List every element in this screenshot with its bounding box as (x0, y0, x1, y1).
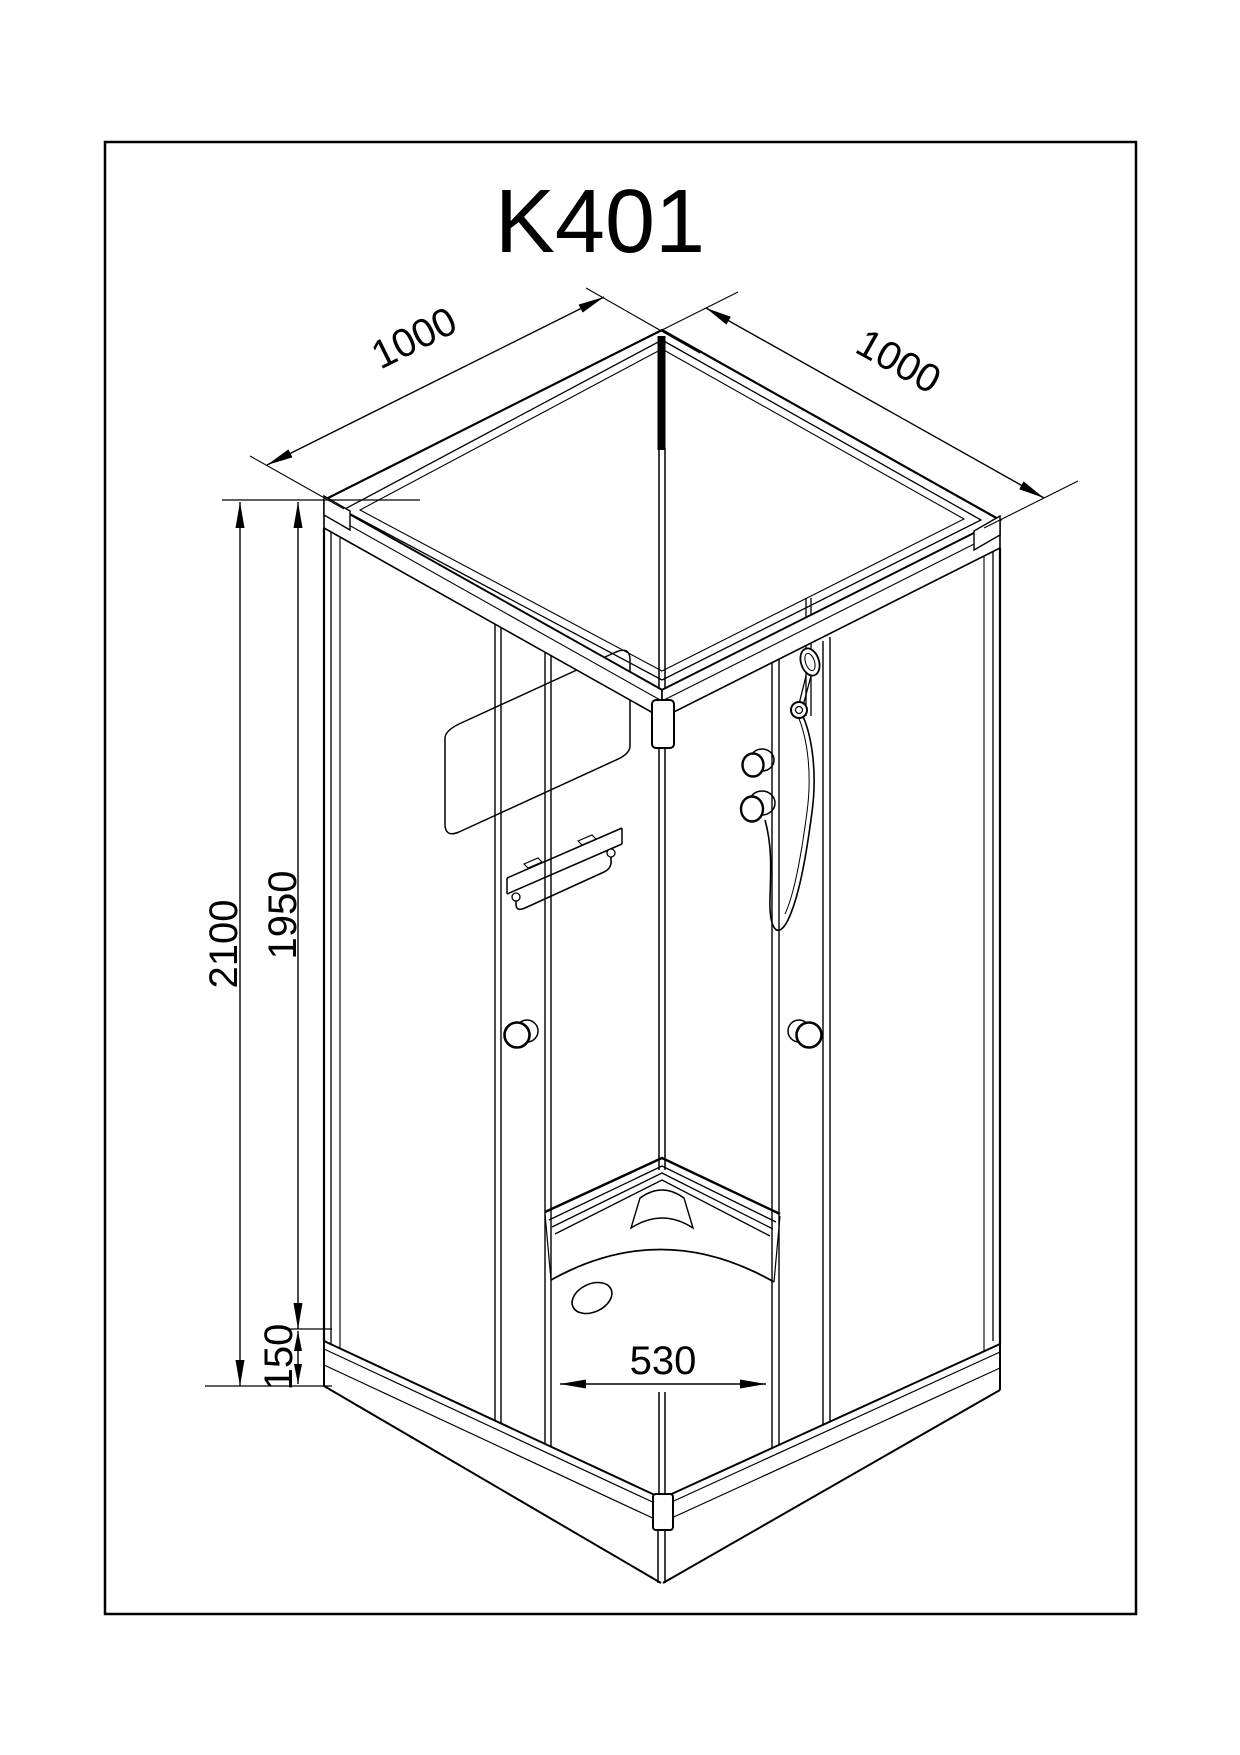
hand-shower-icon (791, 646, 823, 718)
arrowhead-icon (560, 1380, 586, 1389)
shower-tray (545, 1158, 780, 1320)
arrowhead-icon (706, 308, 731, 325)
model-title: K401 (494, 172, 706, 272)
dim-label-total-height: 2100 (202, 899, 246, 989)
arrowhead-icon (579, 297, 604, 313)
shower-hose-inner-line (785, 714, 809, 914)
arrowhead-icon (740, 1380, 766, 1389)
tray-corner-step (631, 1190, 693, 1228)
dimension-lines (205, 288, 1078, 1389)
mixer-dial-icon (743, 749, 775, 777)
dim-label-door-opening: 530 (629, 1339, 697, 1383)
door-knob-right (788, 1020, 822, 1048)
arrowhead-icon (294, 502, 303, 528)
corner-shelf (507, 828, 622, 909)
base-corner-post (653, 1494, 673, 1530)
shelf-tab-icon (578, 835, 596, 845)
front-corner-post (652, 700, 674, 748)
towel-rail (516, 852, 611, 909)
mixer-dial-icon (741, 791, 775, 822)
tray-floor-edge (551, 1249, 774, 1282)
dim-label-roof-left: 1000 (364, 298, 464, 378)
arrowhead-icon (267, 449, 292, 465)
arrowhead-icon (236, 1360, 245, 1386)
dim-label-body-height: 1950 (261, 870, 305, 960)
back-corner-post (658, 336, 666, 1170)
drain-icon (567, 1276, 617, 1319)
roof-fascia-left (324, 500, 662, 718)
dim-label-tray-height: 150 (257, 1323, 301, 1391)
dim-label-roof-right: 1000 (848, 320, 948, 403)
shelf-tab-icon (524, 858, 542, 868)
arrowhead-icon (1019, 481, 1044, 498)
side-walls (324, 512, 1000, 1448)
door-knob-left (505, 1020, 539, 1048)
arrowhead-icon (236, 502, 245, 528)
roof-fascia-right (662, 520, 1000, 718)
